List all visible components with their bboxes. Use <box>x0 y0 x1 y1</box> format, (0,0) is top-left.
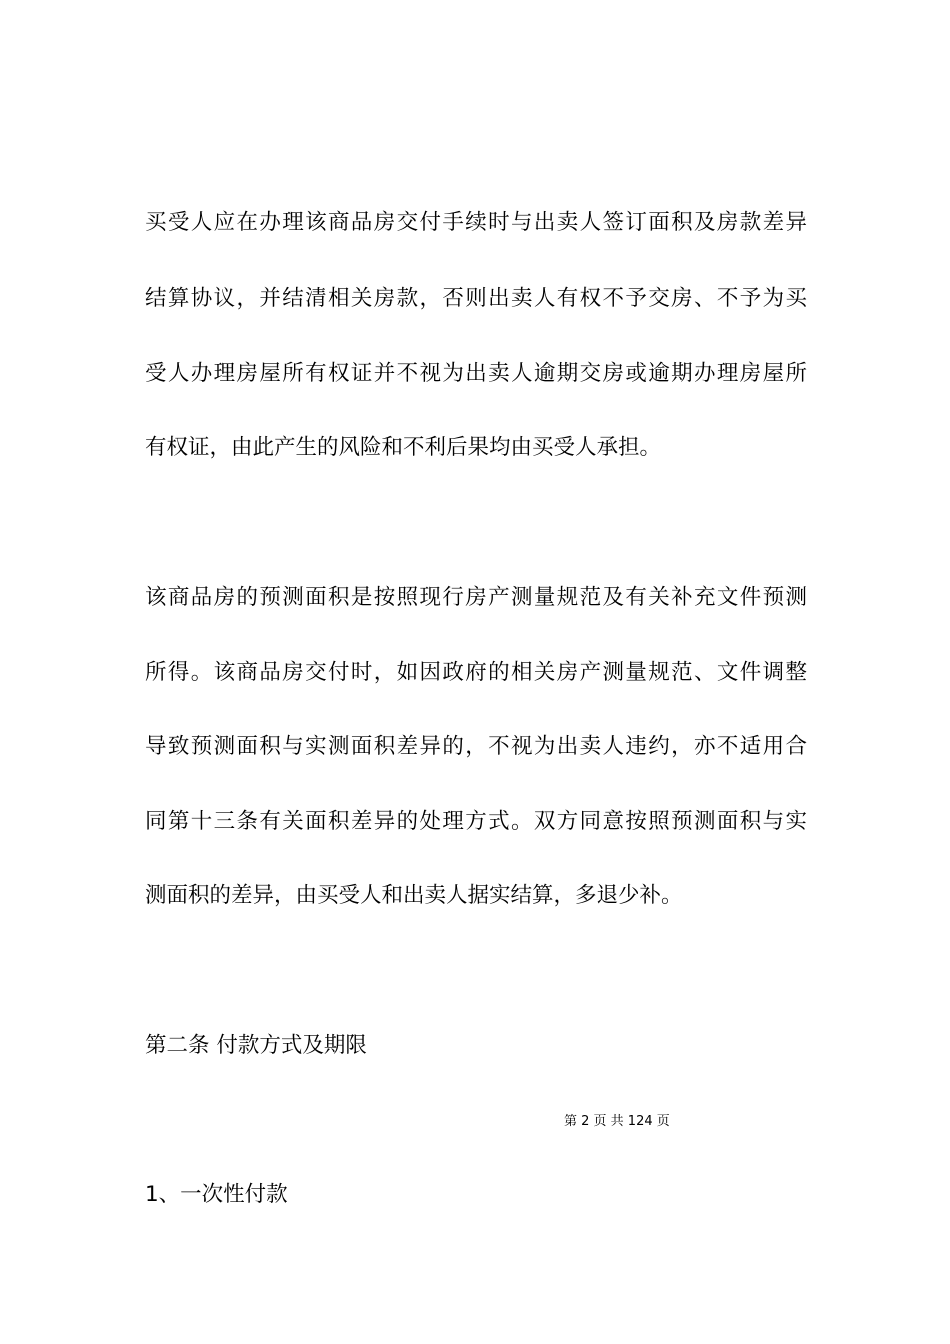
section-heading: 第二条 付款方式及期限 <box>145 1033 367 1058</box>
paragraph-1-line-3: 受人办理房屋所有权证并不视为出卖人逾期交房或逾期办理房屋所 <box>145 361 807 386</box>
paragraph-2-line-1: 该商品房的预测面积是按照现行房产测量规范及有关补充文件预测 <box>145 585 807 610</box>
list-item-1: 1、一次性付款 <box>145 1182 288 1207</box>
paragraph-1-line-4: 有权证，由此产生的风险和不利后果均由买受人承担。 <box>145 435 662 460</box>
paragraph-1-line-2: 结算协议，并结清相关房款，否则出卖人有权不予交房、不予为买 <box>145 286 807 311</box>
paragraph-2-line-4: 同第十三条有关面积差异的处理方式。双方同意按照预测面积与实 <box>145 809 807 834</box>
paragraph-2-line-3: 导致预测面积与实测面积差异的，不视为出卖人违约，亦不适用合 <box>145 734 807 759</box>
paragraph-1-line-1: 买受人应在办理该商品房交付手续时与出卖人签订面积及房款差异 <box>145 210 807 235</box>
paragraph-2-line-5: 测面积的差异，由买受人和出卖人据实结算，多退少补。 <box>145 883 683 908</box>
page-number-text: 第 2 页 共 124 页 <box>564 1114 670 1129</box>
paragraph-2-line-2: 所得。该商品房交付时，如因政府的相关房产测量规范、文件调整 <box>145 660 807 685</box>
